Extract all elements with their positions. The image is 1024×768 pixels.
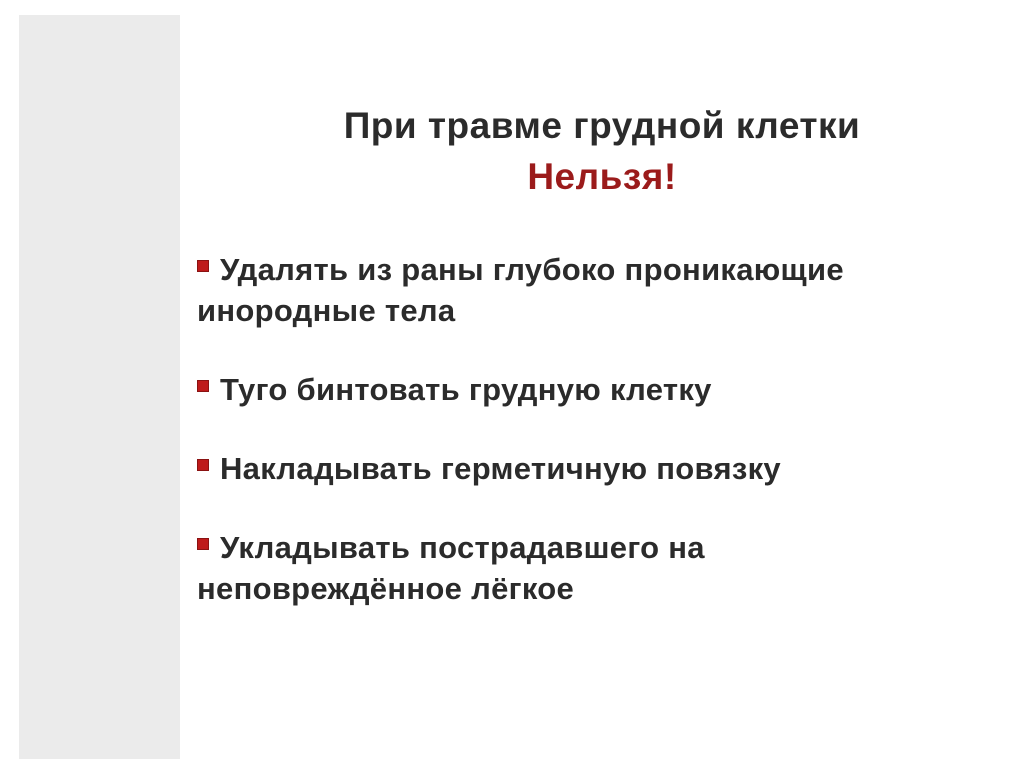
bullet-text: Накладывать герметичную повязку: [220, 451, 781, 486]
bullet-text: Туго бинтовать грудную клетку: [220, 372, 712, 407]
bullet-text: Удалять из раны глубоко проникающие инородные тела: [197, 252, 844, 328]
slide-title-line1: При травме грудной клетки: [343, 105, 861, 146]
red-square-bullet-icon: [197, 380, 209, 392]
red-square-bullet-icon: [197, 538, 209, 550]
left-accent-bar: [19, 15, 180, 759]
red-square-bullet-icon: [197, 260, 209, 272]
red-square-bullet-icon: [197, 459, 209, 471]
bullet-item: [197, 527, 897, 609]
bullet-text: Укладывать пострадавшего на неповреждённое лёгкое: [197, 530, 705, 606]
bullet-item: [197, 448, 897, 489]
bullet-item: [197, 369, 897, 410]
slide-title-line2: Нельзя!: [527, 156, 677, 197]
slide-title: [180, 100, 1024, 202]
bullet-item: [197, 249, 897, 331]
bullet-list: [197, 249, 897, 647]
